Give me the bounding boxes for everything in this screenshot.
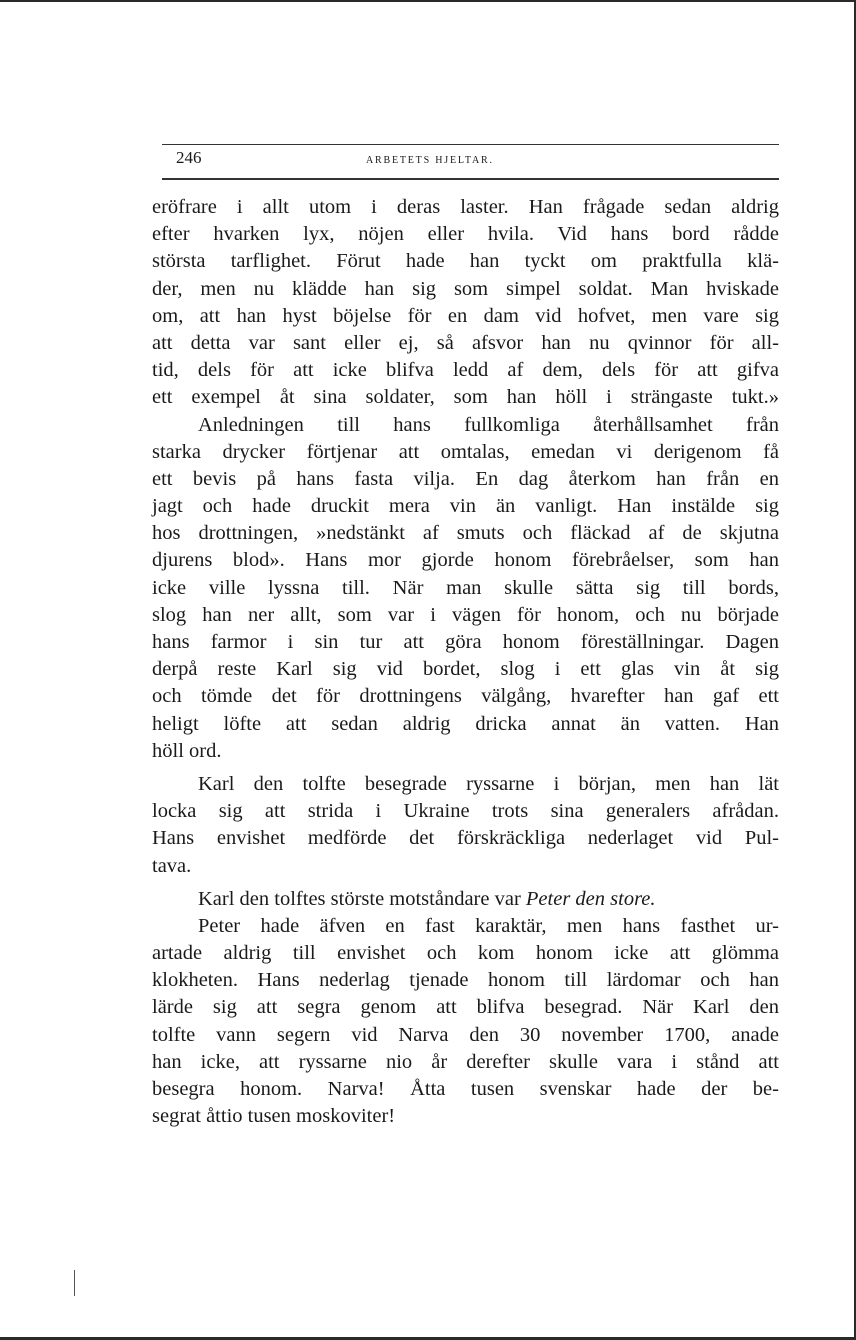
paragraph-1: [152, 194, 779, 412]
text-line: der, men nu klädde han sig som simpel soldat. Man hviskade: [152, 277, 779, 300]
body-text: [152, 194, 779, 1130]
text-line: jagt och hade druckit mera vin än vanligt. Han instälde sig: [152, 495, 779, 518]
paragraph-4: [152, 886, 779, 913]
paragraph-3: [152, 771, 779, 880]
text-line: Peter hade äfven en fast karaktär, men hans fasthet ur-: [198, 914, 779, 937]
text-line: djurens blod». Hans mor gjorde honom förebråelser, som han: [152, 549, 779, 572]
text-line: hans farmor i sin tur att göra honom föreställningar. Dagen: [152, 631, 779, 653]
text-line: Anledningen till hans fullkomliga återhållsamhet från: [198, 413, 779, 436]
text-line: [152, 886, 779, 913]
text-line: och tömde det för drottningens välgång, hvarefter han gaf ett: [152, 685, 779, 708]
text-line: tava.: [152, 854, 192, 877]
text-line: eröfrare i allt utom i deras laster. Han frågade sedan aldrig: [152, 196, 779, 218]
text-line: han icke, att ryssarne nio år derefter skulle vara i stånd att: [152, 1050, 779, 1073]
text-line: hos drottningen, »nedstänkt af smuts och fläckad af de skjutna: [152, 522, 779, 545]
text-line: om, att han hyst böjelse för en dam vid hofvet, men vare sig: [152, 304, 779, 327]
text-line: artade aldrig till envishet och kom honom icke att glömma: [152, 942, 779, 965]
margin-mark: [74, 1270, 75, 1296]
text-line: höll ord.: [152, 739, 222, 762]
paragraph-5: [152, 913, 779, 1131]
paragraph-2: [152, 412, 779, 765]
header-rule-bottom: [162, 178, 779, 180]
text-line: heligt löfte att sedan aldrig dricka annat än vatten. Han: [152, 712, 779, 735]
text-line: Hans envishet medförde det förskräckliga nederlaget vid Pul-: [152, 827, 779, 850]
text-line: lärde sig att segra genom att blifva besegrad. När Karl den: [152, 996, 779, 1019]
emphasis-name: Peter den store.: [525, 887, 656, 910]
text-line: besegra honom. Narva! Åtta tusen svenskar hade der be-: [152, 1078, 779, 1100]
header-rule-top: [162, 144, 779, 145]
text-line: locka sig att strida i Ukraine trots sina generalers afrådan.: [152, 800, 779, 823]
text-line: icke ville lyssna till. När man skulle sätta sig till bords,: [152, 576, 779, 599]
page-number: 246: [176, 148, 202, 167]
scan-border-top: [0, 0, 856, 2]
text-line: starka drycker förtjenar att omtalas, emedan vi derigenom få: [152, 440, 779, 463]
text-line: derpå reste Karl sig vid bordet, slog i ett glas vin åt sig: [152, 658, 779, 681]
text-line: slog han ner allt, som var i vägen för honom, och nu började: [152, 603, 779, 626]
text-line: Karl den tolfte besegrade ryssarne i början, men han lät: [198, 772, 779, 795]
text-line: segrat åttio tusen moskoviter!: [152, 1105, 396, 1128]
running-head: ARBETETS HJELTAR.: [366, 155, 494, 166]
intro-text: Karl den tolftes störste motståndare var: [198, 887, 521, 910]
text-line: ett exempel åt sina soldater, som han höll i strängaste tukt.»: [152, 386, 779, 409]
text-line: att detta var sant eller ej, så afsvor han nu qvinnor för all-: [152, 331, 779, 354]
text-line: klokheten. Hans nederlag tjenade honom till lärdomar och han: [152, 969, 779, 992]
text-line: tolfte vann segern vid Narva den 30 november 1700, anade: [152, 1023, 779, 1046]
text-line: tid, dels för att icke blifva ledd af dem, dels för att gifva: [152, 359, 779, 382]
text-line: ett bevis på hans fasta vilja. En dag återkom han från en: [152, 467, 779, 490]
text-line: efter hvarken lyx, nöjen eller hvila. Vid hans bord rådde: [152, 223, 779, 246]
text-line: största tarflighet. Förut hade han tyckt om praktfulla klä-: [152, 250, 779, 273]
